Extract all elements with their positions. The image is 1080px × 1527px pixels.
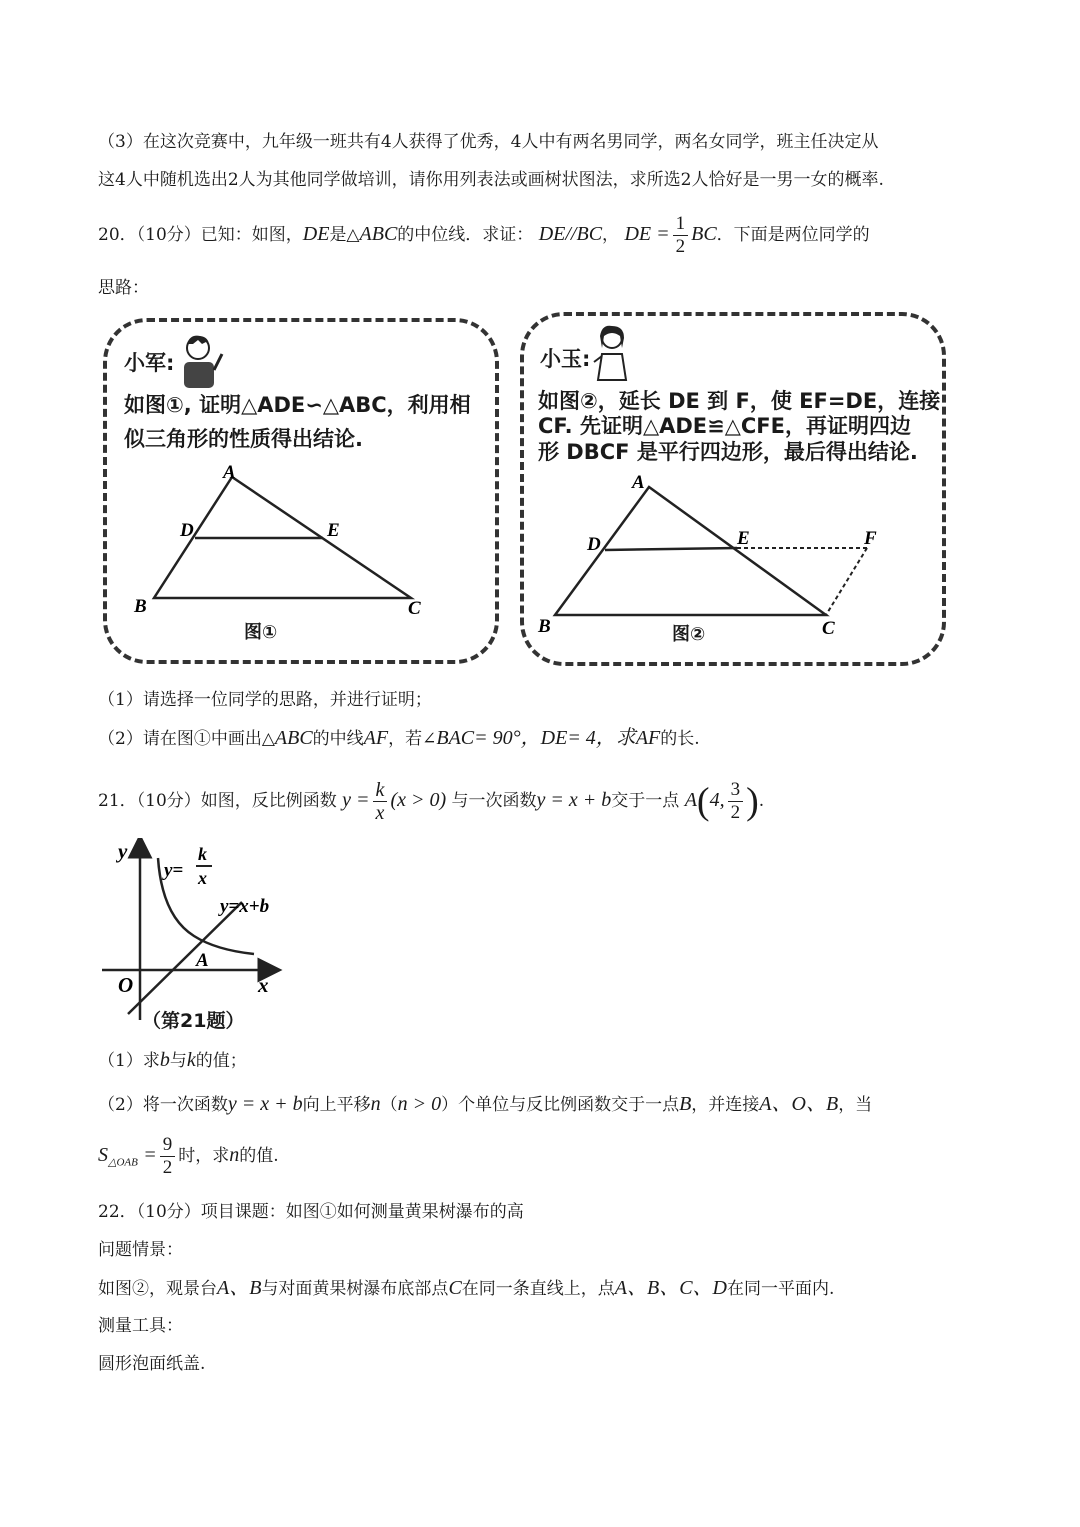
fig1-caption: 图① (244, 622, 278, 643)
q22-line5: 圆形泡面纸盖. (98, 1354, 206, 1374)
xiaoyu-line2: CF. 先证明△ADE≌△CFE，再证明四边 (538, 414, 911, 438)
q22-line1: 22．（10分）项目课题：如图①如何测量黄果树瀑布的高 (98, 1202, 524, 1222)
xiaojun-name: 小军: (124, 351, 175, 375)
fig2-label-c: C (822, 618, 835, 638)
graph-line-label: y=x+b (220, 896, 270, 917)
fig1-label-d: D (180, 520, 194, 541)
q20-part1: （1）请选择一位同学的思路，并进行证明； (98, 690, 432, 710)
graph-curve-x: x (198, 868, 207, 888)
nine-halves-fraction: $\frac{9}{2}$ (160, 1134, 176, 1179)
q22-line4: 测量工具： (98, 1316, 183, 1336)
xiaojun-line1: 如图①, 证明△ADE∽△ABC，利用相 (124, 393, 471, 417)
fig1-label-a: A (223, 462, 236, 483)
q21-part1: （1）求b与k的值； (98, 1049, 247, 1071)
q21-part2: （2）将一次函数y = x + b向上平移n（n > 0）个单位与反比例函数交于一点B，并连接A、O、B，当 (98, 1093, 873, 1115)
k-over-x-fraction: $\frac{k}{x}$ (373, 779, 388, 824)
q22-line3: 如图②，观景台A、B与对面黄果树瀑布底部点C在同一条直线上，点A、B、C、D在同一平面内. (98, 1277, 835, 1299)
q21-statement: 21．（10分）如图，反比例函数 y = $\frac{k}{x}$ (x > 0) 与一次函数y = x + b交于一点 A(4, $\frac{3}{2}$ ). (98, 779, 765, 824)
three-halves-fraction: $\frac{3}{2}$ (728, 779, 744, 824)
graph-curve-label: y= (164, 860, 184, 881)
boy-student-icon (176, 330, 228, 392)
figure-1-triangle (125, 460, 435, 620)
xiaoyu-line1: 如图②，延长 DE 到 F，使 EF=DE，连接 (538, 389, 941, 413)
fig1-label-b: B (134, 596, 147, 617)
q21-graph-caption: （第21题） (142, 1010, 245, 1032)
q20-line2: 思路： (98, 278, 149, 298)
fig1-label-e: E (327, 520, 340, 541)
fig2-label-d: D (587, 534, 601, 555)
fig2-label-f: F (864, 528, 877, 549)
graph-y-axis-label: y (118, 839, 128, 863)
graph-origin-label: O (118, 973, 134, 997)
fig1-label-c: C (408, 598, 421, 619)
fig2-label-a: A (632, 472, 645, 493)
fig2-label-b: B (538, 616, 551, 637)
q19-part3-line1: （3）在这次竞赛中，九年级一班共有4人获得了优秀，4人中有两名男同学，两名女同学，班主任决定从 (98, 132, 879, 152)
q22-line2: 问题情景： (98, 1240, 183, 1260)
q20-part2: （2）请在图①中画出△ABC的中线AF，若∠BAC= 90°，DE= 4，求AF的长. (98, 727, 700, 749)
q19-part3-line2: 这4人中随机选出2人为其他同学做培训，请你用列表法或画树状图法，求所选2人恰好是一男一女的概率. (98, 170, 884, 190)
xiaoyu-name: 小玉: (540, 347, 591, 371)
graph-point-a: A (196, 950, 209, 971)
fig2-caption: 图② (672, 624, 706, 645)
fig2-label-e: E (737, 528, 750, 549)
q20-statement: 20．（10分）已知：如图，DE是△ABC的中位线．求证： DE//BC， DE = $\frac{1}{2}$ BC．下面是两位同学的 (98, 213, 870, 257)
graph-x-axis-label: x (258, 973, 269, 997)
xiaoyu-line3: 形 DBCF 是平行四边形，最后得出结论. (538, 440, 918, 464)
girl-student-icon (590, 322, 634, 384)
figure-2-triangle (530, 468, 900, 638)
graph-curve-k: k (198, 844, 207, 864)
q21-part2-area-condition: $S_{\triangle OAB}$ = $\frac{9}{2}$ 时，求n的值. (98, 1134, 279, 1178)
one-half-fraction: $\frac{1}{2}$ (673, 213, 689, 258)
xiaojun-line2: 似三角形的性质得出结论. (124, 427, 363, 451)
